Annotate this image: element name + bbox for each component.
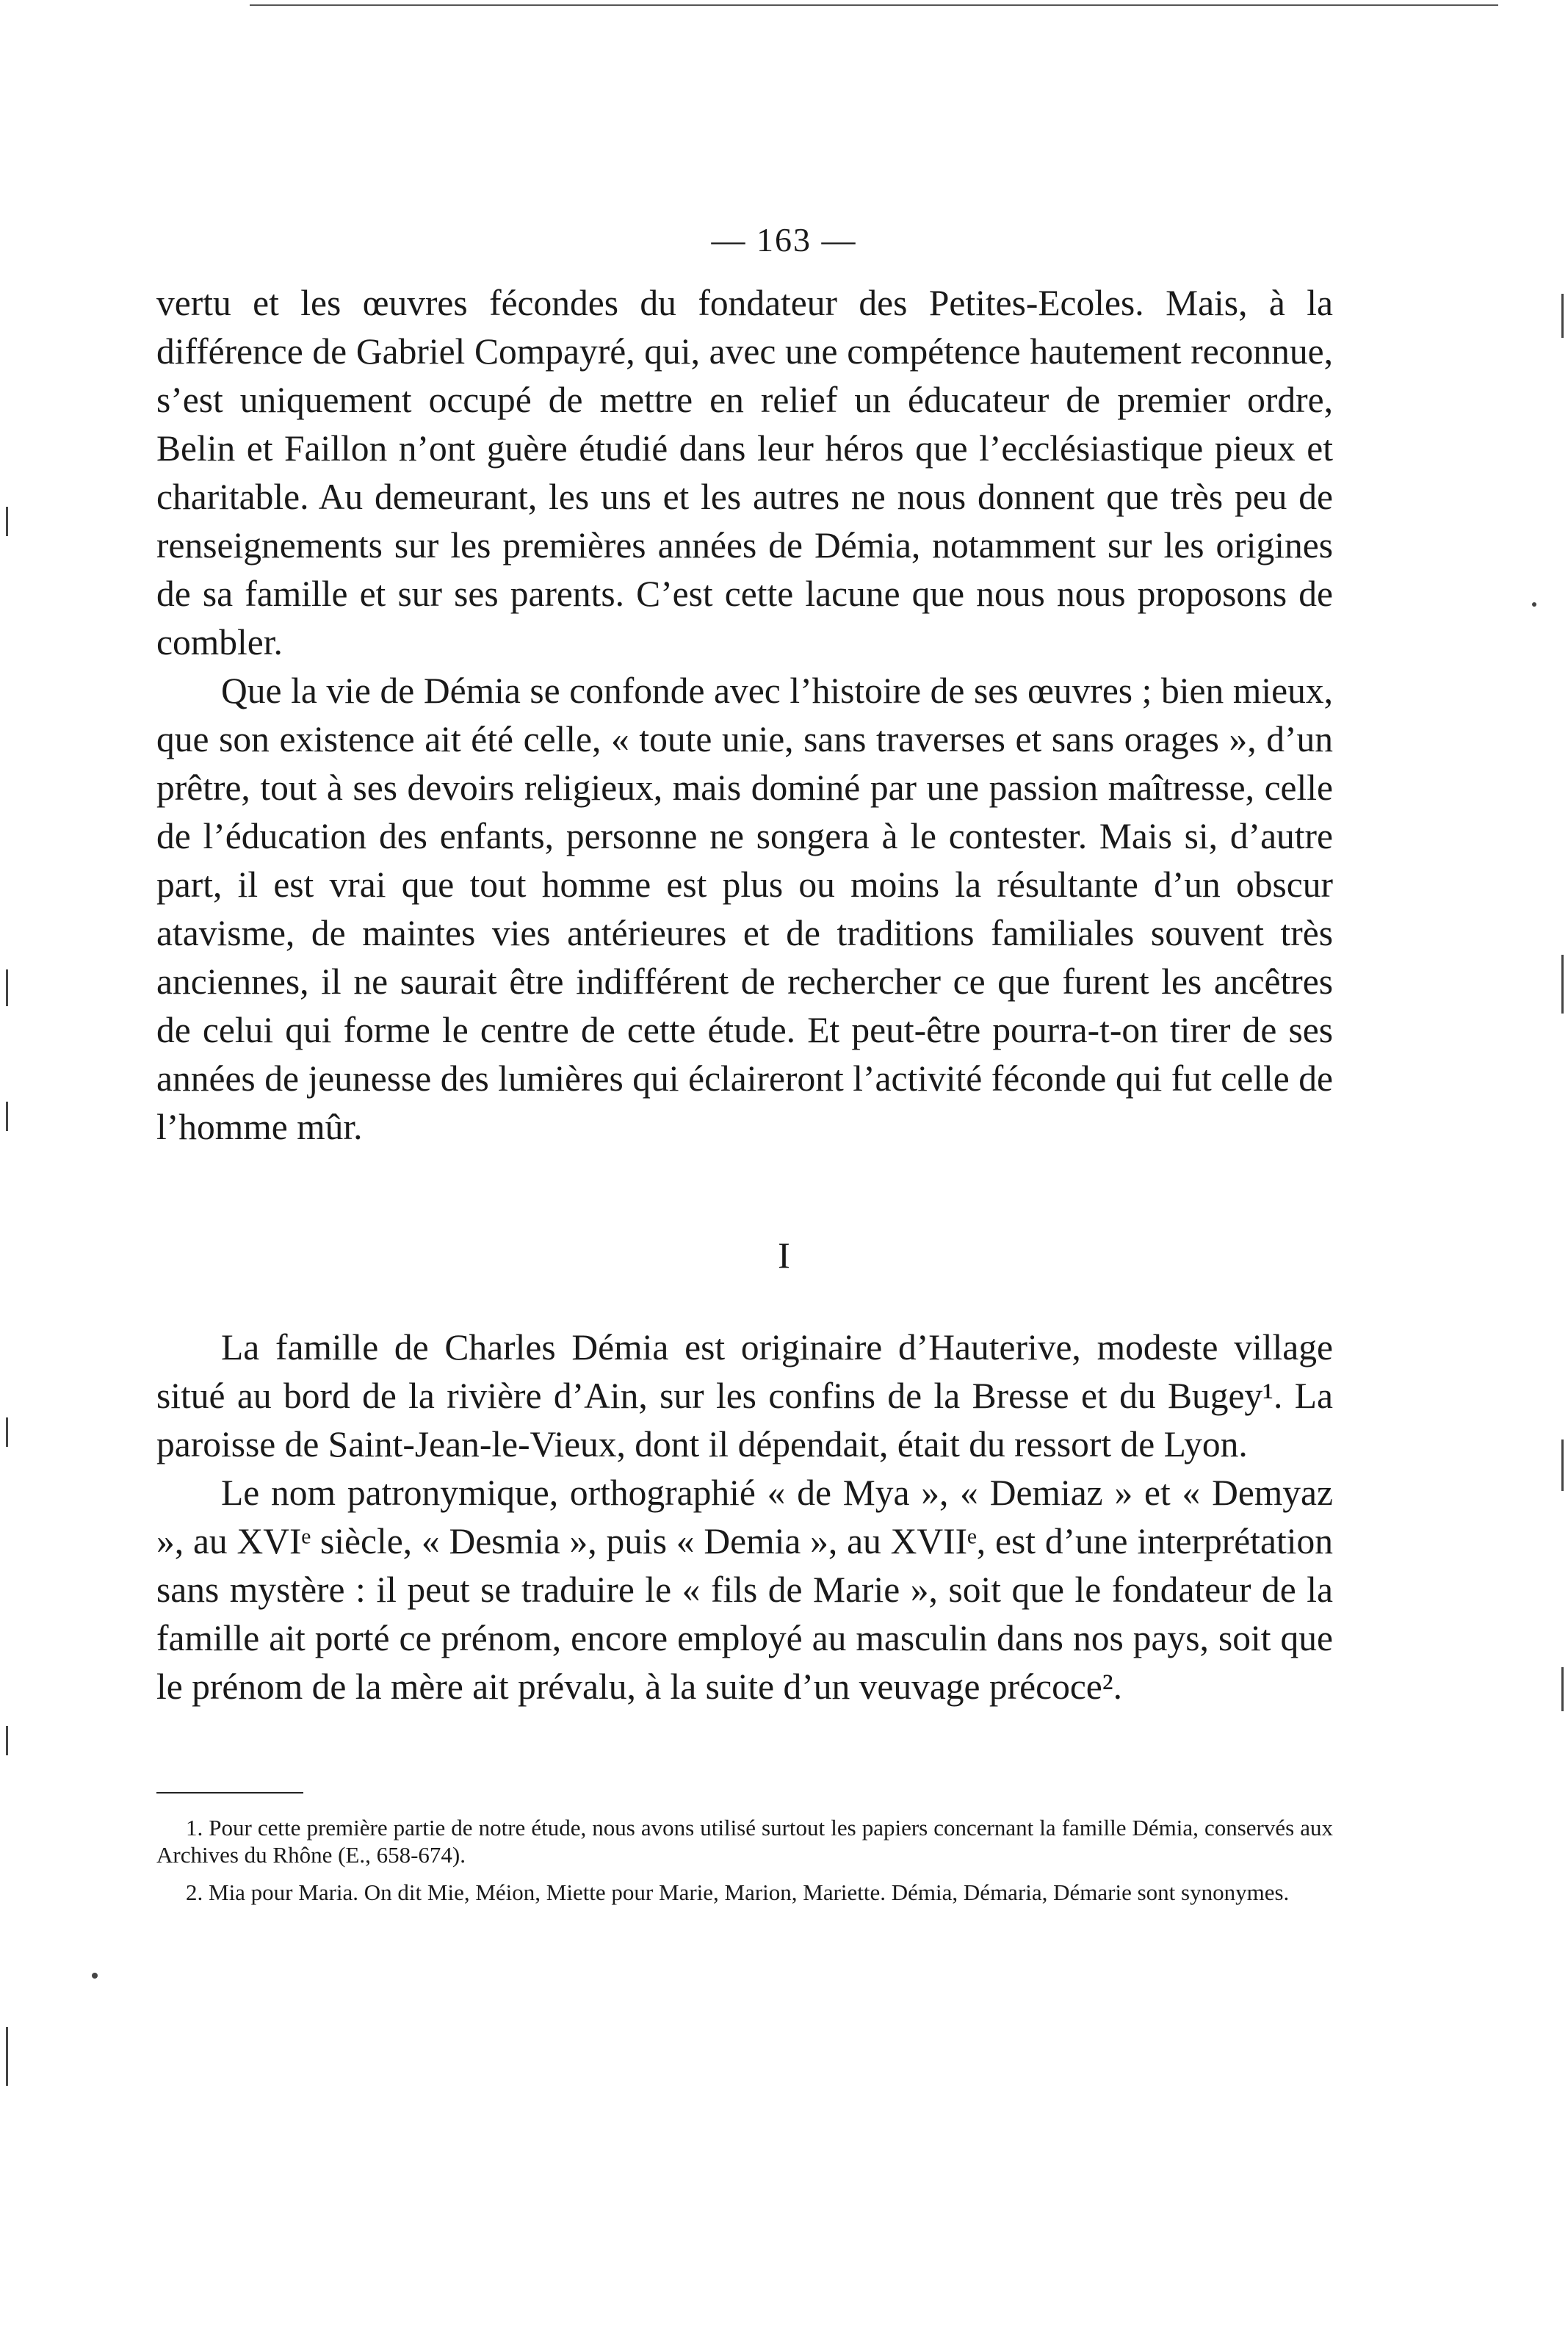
opening-text [156, 279, 1333, 1152]
scan-mark [1532, 602, 1536, 607]
scan-mark [92, 1973, 98, 1979]
paragraph: La famille de Charles Démia est originaire d’Hauterive, modeste village situé au bord de la rivière d’Ain, sur les confins de la Bresse et du Bugey¹. La paroisse de Saint-Jean-le-Vieux, dont il dépendait, était du ressort de Lyon. [156, 1327, 1333, 1464]
scan-mark [6, 2027, 8, 2086]
scan-mark [1561, 294, 1564, 338]
scan-mark [1561, 1439, 1564, 1491]
footnote: 1. Pour cette première partie de notre étude, nous avons utilisé surtout les papiers concernant la famille Démia, conservés aux Archives du Rhône (E., 658-674). [156, 1815, 1333, 1868]
paragraph: vertu et les œuvres fécondes du fondateur des Petites-Ecoles. Mais, à la différence de Gabriel Compayré, qui, avec une compétence hautement reconnue, s’est uniquement occupé de mettre en relief un éducateur de premier ordre, Belin et Faillon n’ont guère étudié dans leur héros que l’ecclésiastique pieux et charitable. Au demeurant, les uns et les autres ne nous donnent que très peu de renseignements sur les premières années de Démia, notamment sur les origines de sa famille et sur ses parents. C’est cette lacune que nous nous proposons de combler. [156, 283, 1333, 662]
scan-mark [6, 1102, 8, 1131]
scan-mark [6, 1726, 8, 1755]
paragraph: Le nom patronymique, orthographié « de Mya », « Demiaz » et « Demyaz », au XVIᵉ siècle, « Desmia », puis « Demia », au XVIIᵉ, est d’une interprétation sans mystère : il peut se traduire le « fils de Marie », soit que le fondateur de la famille ait porté ce prénom, encore employé au masculin dans nos pays, soit que le prénom de la mère ait prévalu, à la suite d’un veuvage précoce². [156, 1473, 1333, 1707]
section-text [156, 1323, 1333, 1711]
scan-mark [1561, 955, 1564, 1014]
footnote: 2. Mia pour Maria. On dit Mie, Méion, Miette pour Marie, Marion, Mariette. Démia, Démaria, Démarie sont synonymes. [186, 1879, 1290, 1905]
scan-mark [6, 1417, 8, 1447]
scan-mark [6, 969, 8, 1006]
paragraph: Que la vie de Démia se confonde avec l’histoire de ses œuvres ; bien mieux, que son existence ait été celle, « toute unie, sans traverses et sans orages », d’un prêtre, tout à ses devoirs religieux, mais dominé par une passion maîtresse, celle de l’éducation des enfants, personne ne songera à le contester. Mais si, d’autre part, il est vrai que tout homme est plus ou moins la résultante d’un obscur atavisme, de maintes vies antérieures et de traditions familiales souvent très anciennes, il ne saurait être indifférent de rechercher ce que furent les ancêtres de celui qui forme le centre de cette étude. Et peut-être pourra-t-on tirer de ses années de jeunesse des lumières qui éclaireront l’activité féconde qui fut celle de l’homme mûr. [156, 671, 1333, 1147]
top-edge-rule [250, 4, 1498, 6]
footnotes [156, 1814, 1333, 1916]
section-heading: I [778, 1235, 790, 1276]
page-number: — 163 — [711, 221, 857, 259]
footnote-rule [156, 1792, 303, 1793]
scan-mark [1561, 1667, 1564, 1711]
scan-mark [6, 507, 8, 536]
